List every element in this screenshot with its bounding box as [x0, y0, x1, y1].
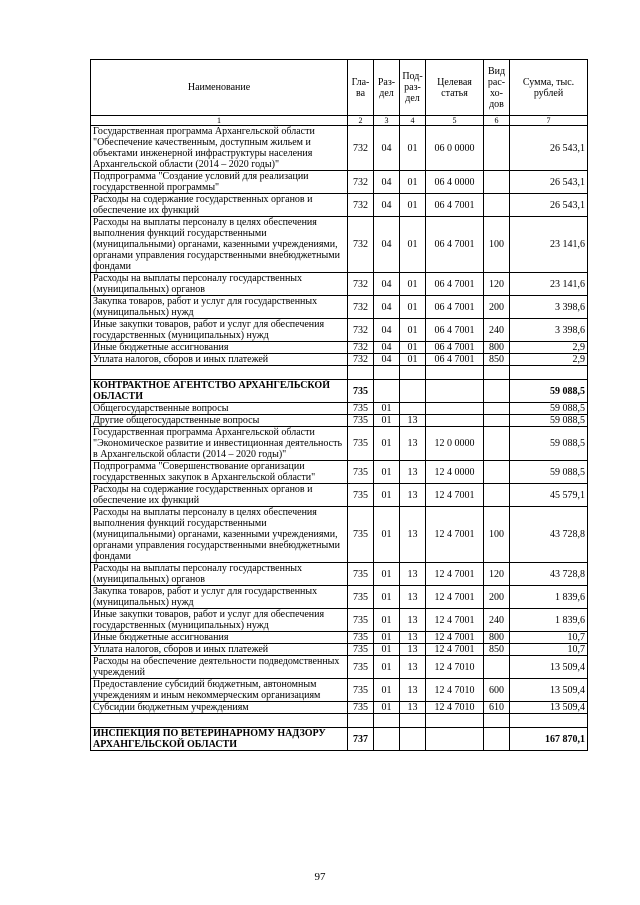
row-name: Расходы на выплаты персоналу в целях обеспечения выполнения функций государственными (муниципальными) органами, казенными учреждениями, органами управления государственными внебюджетными фондами	[91, 217, 348, 273]
row-expense-type: 200	[484, 296, 510, 319]
row-sum: 1 839,6	[510, 586, 588, 609]
row-sum: 43 728,8	[510, 563, 588, 586]
row-target-article: 12 4 7010	[426, 702, 484, 714]
header-expense-type: Вид рас-хо-дов	[484, 60, 510, 116]
row-target-article	[426, 714, 484, 728]
row-section: 04	[374, 273, 400, 296]
row-expense-type: 100	[484, 507, 510, 563]
row-target-article: 06 4 7001	[426, 296, 484, 319]
header-chapter: Гла-ва	[348, 60, 374, 116]
header-sum: Сумма, тыс. рублей	[510, 60, 588, 116]
row-expense-type: 100	[484, 217, 510, 273]
row-subsection: 01	[400, 126, 426, 171]
row-expense-type	[484, 714, 510, 728]
row-sum: 1 839,6	[510, 609, 588, 632]
row-name: Расходы на содержание государственных органов и обеспечение их функций	[91, 484, 348, 507]
row-expense-type: 850	[484, 644, 510, 656]
row-expense-type: 120	[484, 563, 510, 586]
row-subsection	[400, 366, 426, 380]
row-name: Уплата налогов, сборов и иных платежей	[91, 354, 348, 366]
row-chapter: 735	[348, 461, 374, 484]
row-section: 04	[374, 217, 400, 273]
table-section-row	[91, 728, 588, 751]
row-subsection: 13	[400, 461, 426, 484]
row-target-article: 12 4 7010	[426, 679, 484, 702]
row-name: Другие общегосударственные вопросы	[91, 415, 348, 427]
row-name	[91, 366, 348, 380]
row-subsection: 01	[400, 296, 426, 319]
table-row	[91, 586, 588, 609]
table-header-row	[91, 60, 588, 116]
table-row	[91, 354, 588, 366]
row-sum: 59 088,5	[510, 427, 588, 461]
row-subsection: 13	[400, 702, 426, 714]
row-chapter: 735	[348, 380, 374, 403]
row-name	[91, 714, 348, 728]
row-section: 04	[374, 194, 400, 217]
table-row	[91, 656, 588, 679]
row-section: 01	[374, 507, 400, 563]
row-name: Предоставление субсидий бюджетным, автономным учреждениям и иным некоммерческим организациям	[91, 679, 348, 702]
row-sum	[510, 366, 588, 380]
row-chapter: 735	[348, 403, 374, 415]
row-sum: 26 543,1	[510, 126, 588, 171]
column-number: 7	[510, 116, 588, 126]
row-name: Субсидии бюджетным учреждениям	[91, 702, 348, 714]
row-chapter: 735	[348, 656, 374, 679]
row-sum: 45 579,1	[510, 484, 588, 507]
column-number: 4	[400, 116, 426, 126]
column-number: 1	[91, 116, 348, 126]
row-chapter: 735	[348, 563, 374, 586]
row-sum	[510, 714, 588, 728]
header-target-article: Целевая статья	[426, 60, 484, 116]
row-subsection: 13	[400, 632, 426, 644]
row-section: 04	[374, 126, 400, 171]
row-chapter: 735	[348, 415, 374, 427]
row-chapter: 735	[348, 484, 374, 507]
row-section: 01	[374, 656, 400, 679]
row-name: Уплата налогов, сборов и иных платежей	[91, 644, 348, 656]
row-sum: 26 543,1	[510, 194, 588, 217]
row-subsection: 13	[400, 656, 426, 679]
column-number: 5	[426, 116, 484, 126]
row-chapter: 732	[348, 296, 374, 319]
row-chapter: 735	[348, 702, 374, 714]
row-subsection	[400, 714, 426, 728]
table-row	[91, 319, 588, 342]
row-expense-type: 610	[484, 702, 510, 714]
row-section: 01	[374, 415, 400, 427]
row-section: 01	[374, 679, 400, 702]
row-subsection: 01	[400, 354, 426, 366]
row-section	[374, 714, 400, 728]
row-subsection: 13	[400, 609, 426, 632]
row-name: Закупка товаров, работ и услуг для государственных (муниципальных) нужд	[91, 296, 348, 319]
row-subsection: 01	[400, 217, 426, 273]
row-target-article: 12 4 7001	[426, 507, 484, 563]
row-expense-type	[484, 403, 510, 415]
row-name: Расходы на обеспечение деятельности подведомственных учреждений	[91, 656, 348, 679]
row-section: 04	[374, 296, 400, 319]
row-section: 01	[374, 609, 400, 632]
table-body	[91, 126, 588, 751]
row-expense-type: 240	[484, 609, 510, 632]
row-sum: 3 398,6	[510, 296, 588, 319]
row-section: 01	[374, 586, 400, 609]
row-target-article: 12 4 7001	[426, 563, 484, 586]
row-expense-type: 850	[484, 354, 510, 366]
table-row	[91, 126, 588, 171]
row-target-article: 06 4 7001	[426, 319, 484, 342]
row-expense-type: 240	[484, 319, 510, 342]
table-row	[91, 273, 588, 296]
column-number: 2	[348, 116, 374, 126]
row-section: 01	[374, 403, 400, 415]
column-number: 3	[374, 116, 400, 126]
row-sum: 59 088,5	[510, 380, 588, 403]
table-row	[91, 415, 588, 427]
row-target-article	[426, 366, 484, 380]
row-section	[374, 728, 400, 751]
row-section: 04	[374, 319, 400, 342]
row-expense-type	[484, 126, 510, 171]
row-chapter: 735	[348, 679, 374, 702]
row-name: Иные закупки товаров, работ и услуг для обеспечения государственных (муниципальных) нужд	[91, 319, 348, 342]
table-row	[91, 563, 588, 586]
row-target-article	[426, 728, 484, 751]
row-subsection: 13	[400, 507, 426, 563]
row-chapter: 732	[348, 126, 374, 171]
row-section: 01	[374, 702, 400, 714]
row-sum: 13 509,4	[510, 679, 588, 702]
row-section: 04	[374, 354, 400, 366]
row-target-article: 12 0 0000	[426, 427, 484, 461]
row-target-article: 12 4 7001	[426, 644, 484, 656]
table-row	[91, 679, 588, 702]
row-name: Иные закупки товаров, работ и услуг для обеспечения государственных (муниципальных) нужд	[91, 609, 348, 632]
table-row	[91, 403, 588, 415]
row-expense-type: 800	[484, 342, 510, 354]
row-chapter	[348, 714, 374, 728]
row-subsection: 01	[400, 319, 426, 342]
table-spacer-row	[91, 714, 588, 728]
row-section: 01	[374, 461, 400, 484]
row-target-article	[426, 403, 484, 415]
row-sum: 167 870,1	[510, 728, 588, 751]
row-name: Расходы на выплаты персоналу в целях обеспечения выполнения функций государственными (муниципальными) органами, казенными учреждениями, органами управления государственными внебюджетными фондами	[91, 507, 348, 563]
row-target-article	[426, 380, 484, 403]
row-subsection: 13	[400, 427, 426, 461]
row-sum: 26 543,1	[510, 171, 588, 194]
header-section: Раз-дел	[374, 60, 400, 116]
budget-table	[90, 59, 588, 751]
row-expense-type	[484, 415, 510, 427]
row-sum: 59 088,5	[510, 461, 588, 484]
row-target-article: 06 4 7001	[426, 354, 484, 366]
row-name: Государственная программа Архангельской области "Обеспечение качественным, доступным жильем и объектами инженерной инфраструктуры населения Архангельской области (2014 – 2020 годы)"	[91, 126, 348, 171]
row-name: Иные бюджетные ассигнования	[91, 632, 348, 644]
row-subsection: 13	[400, 563, 426, 586]
row-target-article: 12 4 7001	[426, 586, 484, 609]
row-name: Расходы на выплаты персоналу государственных (муниципальных) органов	[91, 563, 348, 586]
row-chapter: 735	[348, 632, 374, 644]
row-section: 01	[374, 427, 400, 461]
row-chapter: 735	[348, 427, 374, 461]
row-chapter: 737	[348, 728, 374, 751]
table-row	[91, 644, 588, 656]
row-chapter: 732	[348, 342, 374, 354]
row-section	[374, 366, 400, 380]
row-name: Расходы на содержание государственных органов и обеспечение их функций	[91, 194, 348, 217]
row-target-article: 06 4 7001	[426, 273, 484, 296]
row-target-article: 06 4 7001	[426, 342, 484, 354]
row-target-article: 06 4 7001	[426, 217, 484, 273]
row-expense-type	[484, 194, 510, 217]
row-section: 01	[374, 632, 400, 644]
row-chapter: 735	[348, 644, 374, 656]
row-subsection: 01	[400, 171, 426, 194]
table-row	[91, 296, 588, 319]
row-section	[374, 380, 400, 403]
table-row	[91, 194, 588, 217]
row-sum: 3 398,6	[510, 319, 588, 342]
header-subsection: Под-раз-дел	[400, 60, 426, 116]
row-subsection: 13	[400, 415, 426, 427]
table-section-row	[91, 380, 588, 403]
row-subsection: 01	[400, 194, 426, 217]
row-subsection: 13	[400, 679, 426, 702]
row-sum: 10,7	[510, 644, 588, 656]
row-section: 04	[374, 171, 400, 194]
row-subsection: 13	[400, 586, 426, 609]
table-spacer-row	[91, 366, 588, 380]
row-expense-type	[484, 728, 510, 751]
table-row	[91, 702, 588, 714]
row-chapter: 732	[348, 273, 374, 296]
row-section: 04	[374, 342, 400, 354]
row-chapter: 735	[348, 586, 374, 609]
row-sum: 43 728,8	[510, 507, 588, 563]
row-chapter: 732	[348, 194, 374, 217]
row-target-article: 12 4 7001	[426, 609, 484, 632]
row-expense-type	[484, 656, 510, 679]
row-sum: 59 088,5	[510, 415, 588, 427]
row-sum: 13 509,4	[510, 702, 588, 714]
table-row	[91, 427, 588, 461]
row-subsection	[400, 380, 426, 403]
row-target-article: 06 4 0000	[426, 171, 484, 194]
row-name: Подпрограмма "Создание условий для реализации государственной программы"	[91, 171, 348, 194]
row-subsection	[400, 728, 426, 751]
row-subsection: 13	[400, 644, 426, 656]
row-subsection: 13	[400, 484, 426, 507]
row-target-article: 12 4 0000	[426, 461, 484, 484]
row-section: 01	[374, 644, 400, 656]
row-section: 01	[374, 484, 400, 507]
row-target-article: 06 0 0000	[426, 126, 484, 171]
table-row	[91, 171, 588, 194]
row-chapter: 735	[348, 507, 374, 563]
row-name: Государственная программа Архангельской области "Экономическое развитие и инвестиционная деятельность в Архангельской области (2014 – 2020 годы)"	[91, 427, 348, 461]
row-target-article: 06 4 7001	[426, 194, 484, 217]
row-chapter	[348, 366, 374, 380]
row-expense-type	[484, 484, 510, 507]
row-name: Иные бюджетные ассигнования	[91, 342, 348, 354]
row-chapter: 732	[348, 319, 374, 342]
row-sum: 23 141,6	[510, 217, 588, 273]
table-row	[91, 609, 588, 632]
column-number: 6	[484, 116, 510, 126]
row-sum: 23 141,6	[510, 273, 588, 296]
row-sum: 13 509,4	[510, 656, 588, 679]
row-expense-type	[484, 171, 510, 194]
row-chapter: 735	[348, 609, 374, 632]
row-sum: 10,7	[510, 632, 588, 644]
row-sum: 59 088,5	[510, 403, 588, 415]
page-number: 97	[314, 871, 326, 883]
row-chapter: 732	[348, 171, 374, 194]
row-chapter: 732	[348, 217, 374, 273]
row-expense-type: 200	[484, 586, 510, 609]
row-expense-type: 600	[484, 679, 510, 702]
row-expense-type	[484, 366, 510, 380]
table-row	[91, 217, 588, 273]
row-subsection	[400, 403, 426, 415]
row-name: Подпрограмма "Совершенствование организации государственных закупок в Архангельской области"	[91, 461, 348, 484]
row-chapter: 732	[348, 354, 374, 366]
row-name: Общегосударственные вопросы	[91, 403, 348, 415]
row-expense-type: 120	[484, 273, 510, 296]
column-number-row	[91, 116, 588, 126]
row-sum: 2,9	[510, 342, 588, 354]
row-name: КОНТРАКТНОЕ АГЕНТСТВО АРХАНГЕЛЬСКОЙ ОБЛАСТИ	[91, 380, 348, 403]
row-subsection: 01	[400, 273, 426, 296]
row-name: ИНСПЕКЦИЯ ПО ВЕТЕРИНАРНОМУ НАДЗОРУ АРХАНГЕЛЬСКОЙ ОБЛАСТИ	[91, 728, 348, 751]
row-subsection: 01	[400, 342, 426, 354]
row-expense-type	[484, 427, 510, 461]
row-name: Расходы на выплаты персоналу государственных (муниципальных) органов	[91, 273, 348, 296]
row-target-article	[426, 415, 484, 427]
row-target-article: 12 4 7010	[426, 656, 484, 679]
table-row	[91, 484, 588, 507]
row-sum: 2,9	[510, 354, 588, 366]
row-section: 01	[374, 563, 400, 586]
table-row	[91, 632, 588, 644]
table-row	[91, 507, 588, 563]
row-target-article: 12 4 7001	[426, 484, 484, 507]
row-name: Закупка товаров, работ и услуг для государственных (муниципальных) нужд	[91, 586, 348, 609]
header-name: Наименование	[91, 60, 348, 116]
row-target-article: 12 4 7001	[426, 632, 484, 644]
row-expense-type	[484, 461, 510, 484]
table-row	[91, 461, 588, 484]
row-expense-type: 800	[484, 632, 510, 644]
table-row	[91, 342, 588, 354]
row-expense-type	[484, 380, 510, 403]
